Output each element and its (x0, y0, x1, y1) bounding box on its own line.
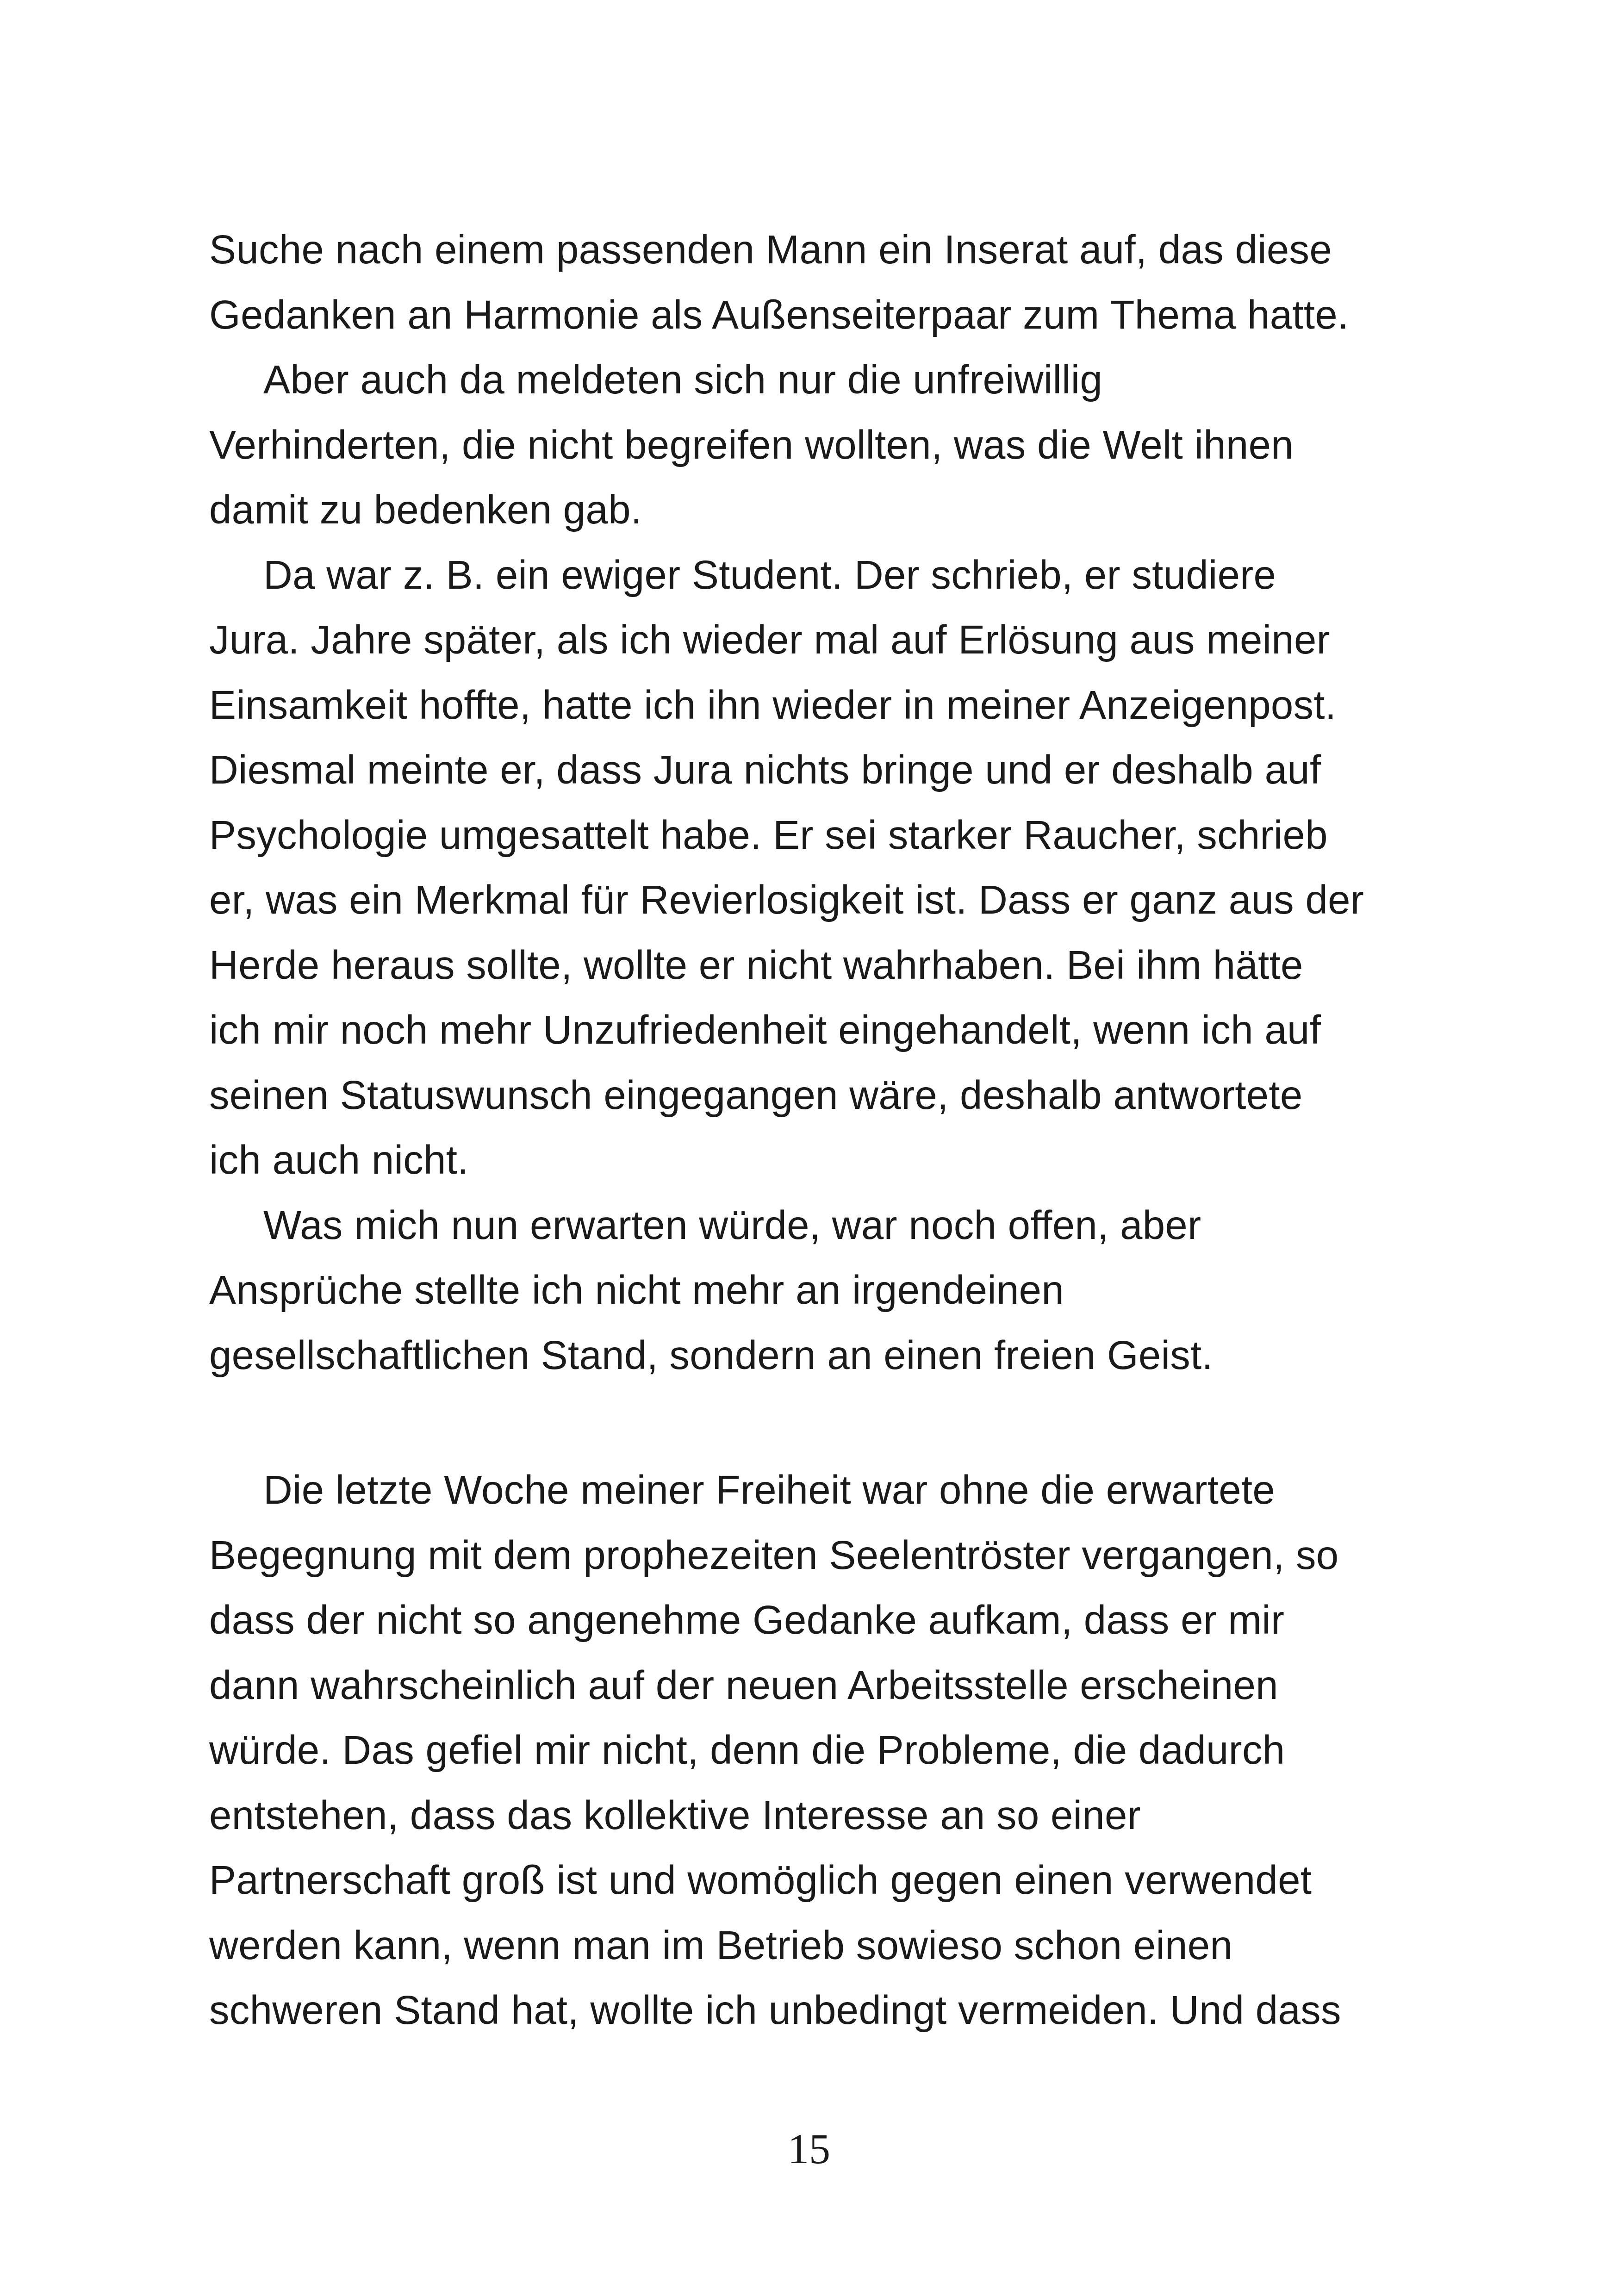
text-line: ich mir noch mehr Unzufriedenheit eingehandelt, wenn ich auf (209, 1008, 1321, 1052)
text-line: seinen Statuswunsch eingegangen wäre, deshalb antwortete (209, 1072, 1303, 1118)
text-line: Jura. Jahre später, als ich wieder mal auf Erlösung aus meiner (209, 617, 1330, 662)
paragraph-first-line: Aber auch da meldeten sich nur die unfreiwillig (263, 357, 1103, 402)
paragraph-first-line: Die letzte Woche meiner Freiheit war ohne die erwartete (263, 1468, 1276, 1512)
text-line: er, was ein Merkmal für Revierlosigkeit ist. Dass er ganz aus der (209, 877, 1364, 922)
text-line: werden kann, wenn man im Betrieb sowieso schon einen (209, 1923, 1233, 1968)
text-line: damit zu bedenken gab. (209, 487, 642, 532)
text-line: würde. Das gefiel mir nicht, denn die Probleme, die dadurch (209, 1728, 1285, 1773)
text-line: ich auch nicht. (209, 1138, 469, 1182)
text-line: Begegnung mit dem prophezeiten Seelentröster vergangen, so (209, 1532, 1339, 1578)
text-line: Herde heraus sollte, wollte er nicht wahrhaben. Bei ihm hätte (209, 942, 1303, 988)
page-number: 15 (788, 2125, 830, 2172)
text-line: gesellschaftlichen Stand, sondern an einen freien Geist. (209, 1332, 1213, 1378)
text-line: dass der nicht so angenehme Gedanke aufkam, dass er mir (209, 1598, 1285, 1643)
text-section-2 (209, 1458, 1436, 2043)
paragraph-first-line: Was mich nun erwarten würde, war noch offen, aber (263, 1202, 1201, 1248)
text-line: Einsamkeit hoffte, hatte ich ihn wieder in meiner Anzeigenpost. (209, 682, 1337, 728)
text-line: Ansprüche stellte ich nicht mehr an irgendeinen (209, 1268, 1064, 1313)
text-section-1 (209, 218, 1436, 1388)
text-line: Psychologie umgesattelt habe. Er sei starker Raucher, schrieb (209, 812, 1328, 858)
text-line: schweren Stand hat, wollte ich unbedingt vermeiden. Und dass (209, 1988, 1341, 2033)
paragraph-first-line: Da war z. B. ein ewiger Student. Der schrieb, er studiere (263, 552, 1276, 597)
text-line: Partnerschaft groß ist und womöglich gegen einen verwendet (209, 1858, 1312, 1903)
text-line: Gedanken an Harmonie als Außenseiterpaar zum Thema hatte. (209, 292, 1349, 337)
text-line: Suche nach einem passenden Mann ein Inserat auf, das diese (209, 227, 1332, 272)
text-line: Verhinderten, die nicht begreifen wollten, was die Welt ihnen (209, 422, 1294, 467)
text-line: entstehen, dass das kollektive Interesse an so einer (209, 1792, 1141, 1838)
text-line: Diesmal meinte er, dass Jura nichts bringe und er deshalb auf (209, 747, 1321, 792)
text-line: dann wahrscheinlich auf der neuen Arbeitsstelle erscheinen (209, 1662, 1278, 1708)
